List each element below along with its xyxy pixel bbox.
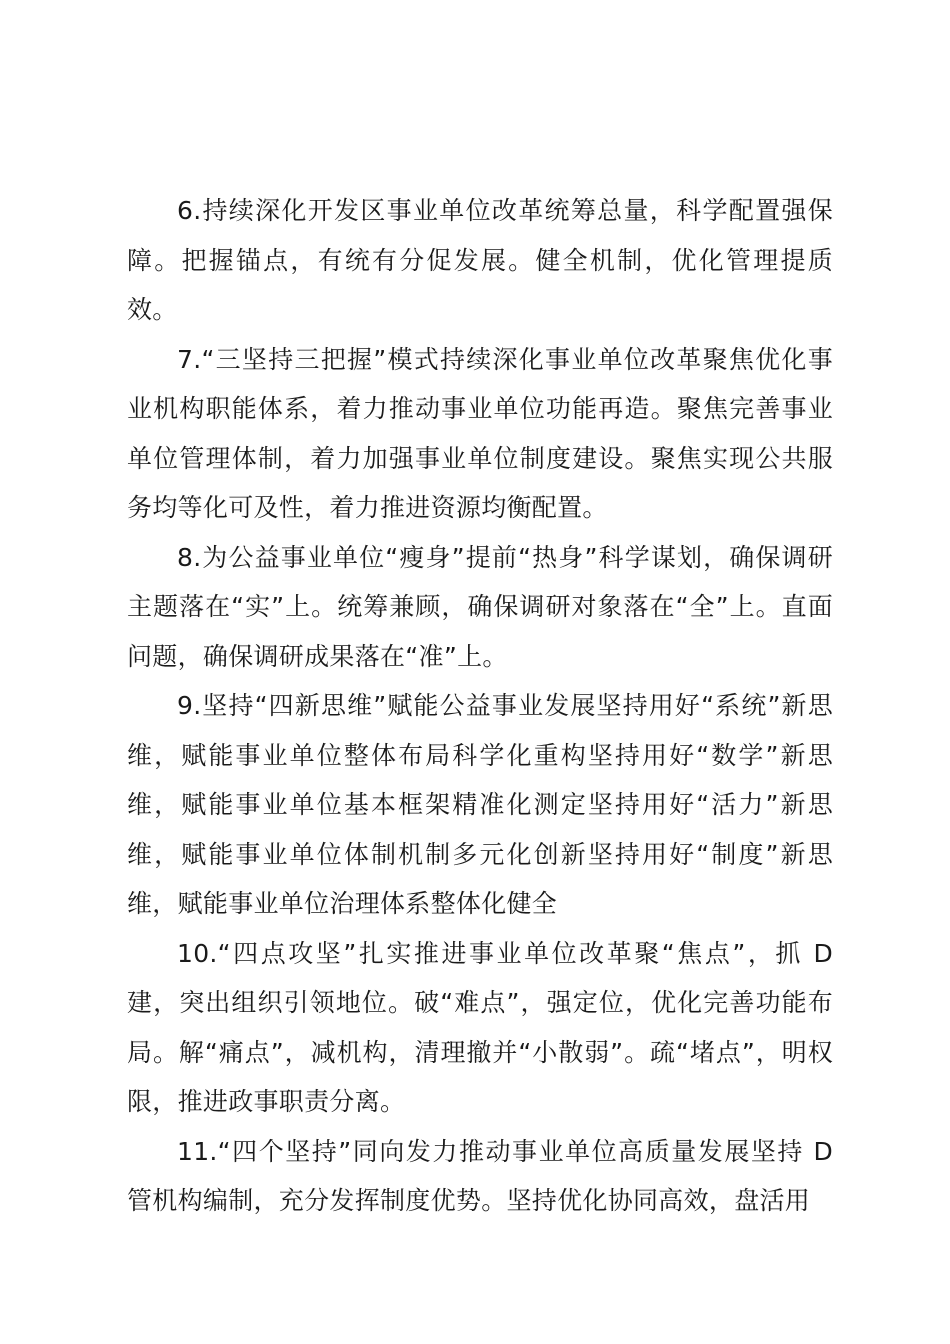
paragraph-7: 7.“三坚持三把握”模式持续深化事业单位改革聚焦优化事业机构职能体系，着力推动事业单位功能再造。聚焦完善事业单位管理体制，着力加强事业单位制度建设。聚焦实现公共服务均等化可及性，着力推进资源均衡配置。 <box>127 344 833 522</box>
paragraph-9: 9.坚持“四新思维”赋能公益事业发展坚持用好“系统”新思维，赋能事业单位整体布局科学化重构坚持用好“数学”新思维，赋能事业单位基本框架精准化测定坚持用好“活力”新思维，赋能事业单位体制机制多元化创新坚持用好“制度”新思维，赋能事业单位治理体系整体化健全 <box>127 691 833 918</box>
paragraph-6: 6.持续深化开发区事业单位改革统筹总量，科学配置强保障。把握锚点，有统有分促发展。健全机制，优化管理提质效。 <box>127 196 833 324</box>
paragraph-10: 10.“四点攻坚”扎实推进事业单位改革聚“焦点”，抓 D 建，突出组织引领地位。破“难点”，强定位，优化完善功能布局。解“痛点”，减机构，清理撤并“小散弱”。疏“堵点”，明权限，推进政事职责分离。 <box>127 938 833 1116</box>
paragraph-11: 11.“四个坚持”同向发力推动事业单位高质量发展坚持 D 管机构编制，充分发挥制度优势。坚持优化协同高效，盘活用 <box>127 1136 833 1215</box>
paragraph-8: 8.为公益事业单位“瘦身”提前“热身”科学谋划，确保调研主题落在“实”上。统筹兼顾，确保调研对象落在“全”上。直面问题，确保调研成果落在“准”上。 <box>127 542 833 671</box>
document-body <box>127 186 833 1226</box>
